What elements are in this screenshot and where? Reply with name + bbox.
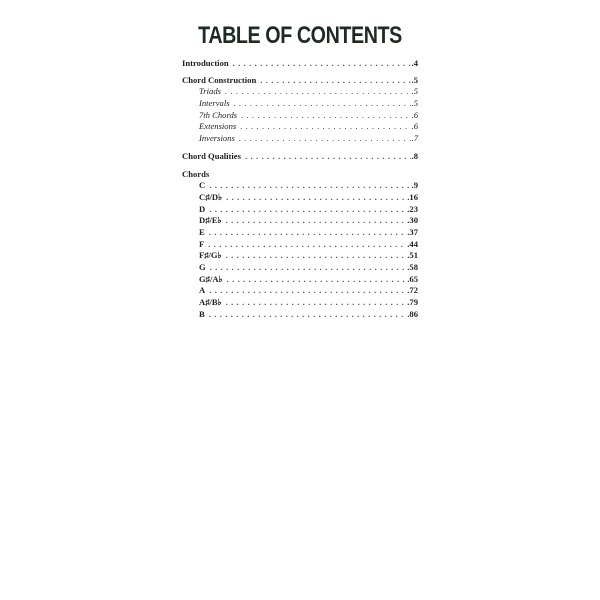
toc-entry-page: .23 — [407, 203, 418, 214]
toc-chord-entry — [182, 192, 418, 204]
toc-entry-page: .8 — [411, 150, 418, 161]
toc-entry-page: .51 — [407, 250, 418, 261]
toc-entry-label: D — [199, 203, 206, 214]
toc-entry-label: G — [199, 262, 206, 272]
toc-entry-page: .9 — [411, 180, 418, 191]
toc-entry-label: Inversions — [199, 133, 235, 144]
toc-entry-introduction — [182, 58, 418, 70]
toc-subentry-7th-chords — [182, 110, 418, 122]
toc-entry-page: .58 — [407, 262, 418, 272]
toc-chord-entry — [182, 180, 418, 192]
toc-chord-entry — [182, 285, 418, 297]
toc-entry-page: .37 — [407, 226, 418, 237]
toc-chord-entry — [182, 250, 418, 262]
toc-entry-label: F — [199, 238, 205, 249]
toc-entry-page: .79 — [407, 297, 418, 308]
dot-leader — [226, 215, 407, 227]
toc-entry-page: .65 — [407, 273, 418, 284]
page-title: TABLE OF CONTENTS — [198, 22, 402, 49]
toc-entry-label: Extensions — [199, 121, 237, 132]
dot-leader — [225, 86, 411, 98]
toc-entry-label: C♯/D♭ — [199, 191, 223, 202]
toc-entry-label: E — [199, 226, 205, 237]
dot-leader — [209, 180, 410, 192]
dot-leader — [209, 309, 407, 321]
dot-leader — [227, 274, 407, 286]
toc-entry-page: .6 — [411, 121, 418, 132]
toc-entry-label: B — [199, 308, 205, 319]
toc-chord-entry — [182, 309, 418, 321]
table-of-contents — [182, 58, 418, 320]
toc-subentry-inversions — [182, 133, 418, 145]
toc-entry-label: G♯/A♭ — [199, 273, 223, 284]
toc-entry-page: .5 — [411, 98, 418, 109]
toc-chord-entry — [182, 297, 418, 309]
dot-leader — [210, 262, 407, 274]
dot-leader — [234, 98, 411, 110]
dot-leader — [240, 121, 410, 133]
dot-leader — [241, 110, 410, 122]
dot-leader — [260, 75, 410, 87]
toc-entry-label: C — [199, 180, 206, 191]
toc-entry-chord-construction — [182, 75, 418, 87]
toc-chord-entry — [182, 239, 418, 251]
toc-entry-label: Chord Qualities — [182, 150, 241, 161]
toc-entry-page: .44 — [407, 238, 418, 249]
toc-entry-label: Chord Construction — [182, 74, 257, 85]
toc-chord-entry — [182, 262, 418, 274]
toc-chord-entry — [182, 204, 418, 216]
toc-subentry-intervals — [182, 98, 418, 110]
dot-leader — [209, 204, 406, 216]
toc-entry-chord-qualities — [182, 151, 418, 163]
toc-entry-label: Triads — [199, 86, 221, 97]
toc-entry-label: A — [199, 285, 206, 296]
toc-entry-label: 7th Chords — [199, 109, 238, 120]
toc-entry-label: Introduction — [182, 58, 229, 68]
dot-leader — [233, 58, 411, 70]
toc-entry-page: .5 — [411, 74, 418, 85]
toc-entry-page: .5 — [411, 86, 418, 97]
toc-chord-entry — [182, 215, 418, 227]
toc-heading-chords: Chords — [182, 168, 210, 179]
toc-entry-page: .72 — [407, 285, 418, 296]
dot-leader — [209, 285, 406, 297]
toc-entry-label: Intervals — [199, 98, 230, 109]
dot-leader — [209, 227, 407, 239]
toc-entry-page: .16 — [407, 191, 418, 202]
toc-entry-label: D♯/E♭ — [199, 215, 222, 226]
toc-entry-page: .4 — [411, 58, 418, 68]
toc-subentry-extensions — [182, 121, 418, 133]
dot-leader — [226, 192, 406, 204]
toc-entry-label: A♯/B♭ — [199, 297, 222, 308]
dot-leader — [208, 239, 406, 251]
dot-leader — [226, 297, 407, 309]
toc-subentry-triads — [182, 86, 418, 98]
toc-entry-label: F♯/G♭ — [199, 250, 222, 261]
dot-leader — [239, 133, 411, 145]
toc-entry-page: .6 — [411, 109, 418, 120]
toc-entry-page: .86 — [407, 308, 418, 319]
toc-chord-entry — [182, 274, 418, 286]
toc-entry-page: .7 — [411, 133, 418, 144]
toc-chord-entry — [182, 227, 418, 239]
dot-leader — [226, 250, 407, 262]
dot-leader — [245, 151, 411, 163]
toc-entry-page: .30 — [407, 215, 418, 226]
